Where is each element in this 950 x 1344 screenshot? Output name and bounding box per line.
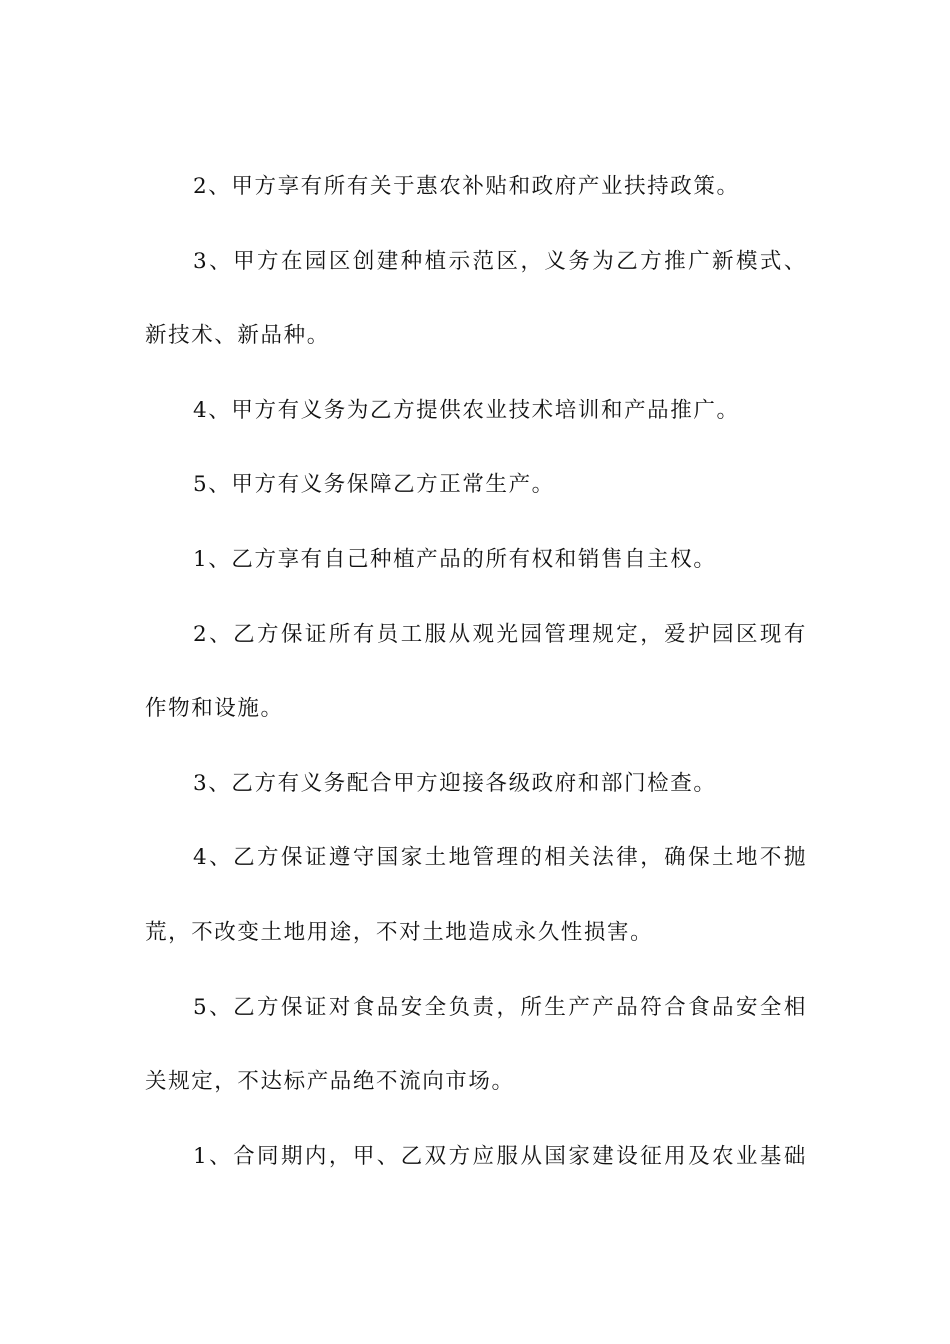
text-line: 3、甲方在园区创建种植示范区，义务为乙方推广新模式、	[193, 248, 807, 274]
text-line: 4、甲方有义务为乙方提供农业技术培训和产品推广。	[193, 397, 740, 423]
text-line: 1、合同期内，甲、乙双方应服从国家建设征用及农业基础	[193, 1143, 807, 1169]
text-line: 3、乙方有义务配合甲方迎接各级政府和部门检查。	[193, 770, 717, 796]
document-body	[145, 150, 807, 1194]
text-line: 5、乙方保证对食品安全负责，所生产产品符合食品安全相	[193, 994, 807, 1020]
text-line: 2、甲方享有所有关于惠农补贴和政府产业扶持政策。	[193, 174, 740, 199]
text-line: 2、乙方保证所有员工服从观光园管理规定，爱护园区现有	[193, 621, 807, 647]
text-line: 荒，不改变土地用途，不对土地造成永久性损害。	[145, 919, 654, 945]
text-line: 新技术、新品种。	[145, 323, 330, 349]
text-line: 作物和设施。	[145, 696, 284, 722]
text-line: 4、乙方保证遵守国家土地管理的相关法律，确保土地不抛	[193, 845, 807, 871]
text-line: 关规定，不达标产品绝不流向市场。	[145, 1069, 515, 1095]
text-line: 5、甲方有义务保障乙方正常生产。	[193, 472, 555, 498]
text-line: 1、乙方享有自己种植产品的所有权和销售自主权。	[193, 546, 717, 572]
